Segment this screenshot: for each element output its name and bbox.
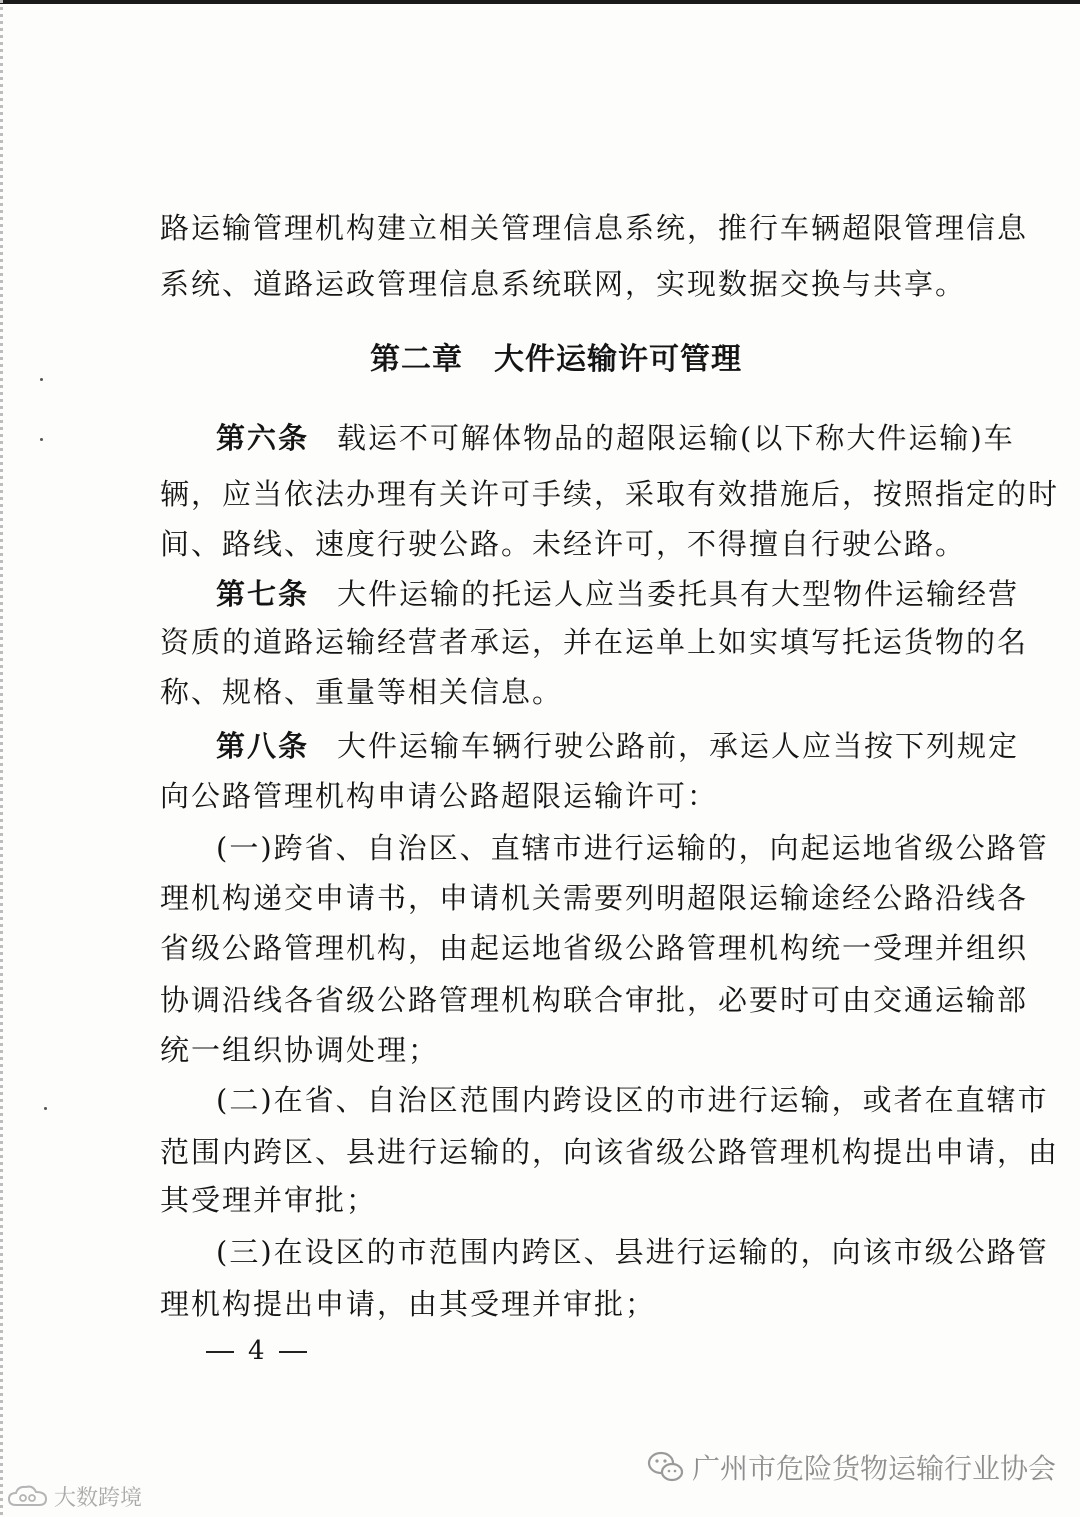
- article-8-first-line: [216, 726, 1019, 766]
- text-line: 辆，应当依法办理有关许可手续，采取有效措施后，按照指定的时: [160, 477, 1060, 511]
- article-6-first-line: [216, 418, 1015, 458]
- scan-speck: [40, 438, 43, 441]
- text-line: 系统、道路运政管理信息系统联网，实现数据交换与共享。: [160, 267, 967, 301]
- page-number: [192, 1333, 321, 1369]
- page-number-dash-right: [279, 1351, 307, 1353]
- text-line: 路运输管理机构建立相关管理信息系统，推行车辆超限管理信息: [160, 211, 1029, 245]
- brand-watermark: [6, 1478, 142, 1514]
- article-text: 大件运输车辆行驶公路前，承运人应当按下列规定: [337, 729, 1020, 763]
- article-label: 第六条: [216, 421, 310, 455]
- text-line: 间、路线、速度行驶公路。未经许可，不得擅自行驶公路。: [160, 527, 967, 561]
- item-1-line: 省级公路管理机构，由起运地省级公路管理机构统一受理并组织: [160, 931, 1029, 965]
- item-3-line: (三)在设区的市范围内跨区、县进行运输的，向该市级公路管: [216, 1235, 1049, 1269]
- page-number-dash-left: [206, 1351, 234, 1353]
- item-1-line: 理机构递交申请书，申请机关需要列明超限运输途经公路沿线各: [160, 881, 1029, 915]
- text-line: 称、规格、重量等相关信息。: [160, 675, 564, 709]
- text-line: 资质的道路运输经营者承运，并在运单上如实填写托运货物的名: [160, 625, 1029, 659]
- article-text: 载运不可解体物品的超限运输(以下称大件运输)车: [337, 421, 1015, 455]
- cloud-logo-icon: [6, 1481, 50, 1511]
- page-number-value: 4: [248, 1336, 265, 1366]
- scan-speck: [44, 1107, 47, 1110]
- wechat-watermark: [646, 1442, 1056, 1492]
- item-1-line: 协调沿线各省级公路管理机构联合审批，必要时可由交通运输部: [160, 983, 1029, 1017]
- item-1-line: (一)跨省、自治区、直辖市进行运输的，向起运地省级公路管: [216, 831, 1049, 865]
- scan-top-border: [0, 0, 1080, 4]
- article-label: 第七条: [216, 577, 310, 611]
- scan-speck: [40, 378, 43, 381]
- item-2-line: 范围内跨区、县进行运输的，向该省级公路管理机构提出申请，由: [160, 1135, 1060, 1169]
- watermark-text: 广州市危险货物运输行业协会: [692, 1452, 1057, 1485]
- article-7-first-line: [216, 574, 1019, 614]
- article-text: 大件运输的托运人应当委托具有大型物件运输经营: [337, 577, 1020, 611]
- item-3-line: 理机构提出申请，由其受理并审批；: [160, 1287, 657, 1321]
- wechat-icon: [646, 1447, 686, 1487]
- watermark-text: 大数跨境: [54, 1485, 143, 1511]
- text-line: 向公路管理机构申请公路超限运输许可：: [160, 779, 719, 813]
- item-1-line: 统一组织协调处理；: [160, 1033, 440, 1067]
- article-label: 第八条: [216, 729, 310, 763]
- scan-left-edge: [0, 0, 3, 1517]
- item-2-line: (二)在省、自治区范围内跨设区的市进行运输，或者在直辖市: [216, 1083, 1049, 1117]
- chapter-title: 第二章 大件运输许可管理: [370, 342, 742, 377]
- item-2-line: 其受理并审批；: [160, 1183, 378, 1217]
